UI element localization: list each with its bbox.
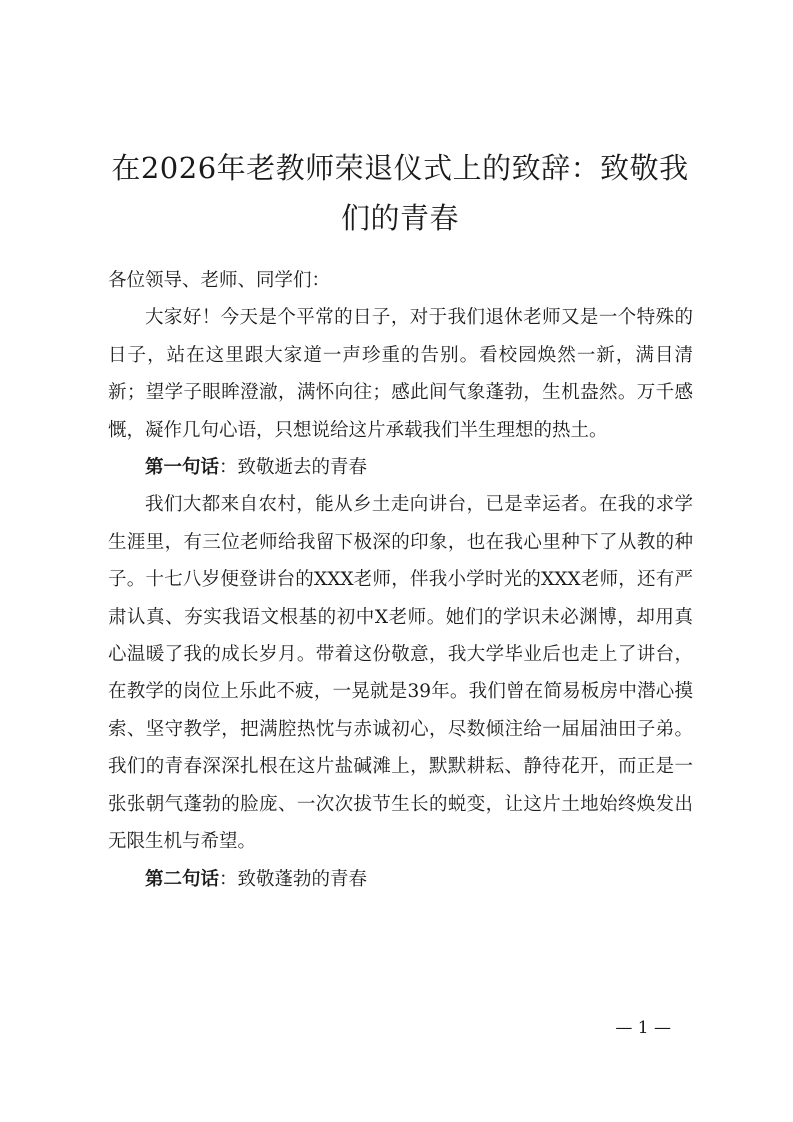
document-title: 在2026年老教师荣退仪式上的致辞：致敬我们的青春 <box>111 151 689 235</box>
salutation: 各位领导、老师、同学们： <box>108 270 331 291</box>
section-label-second: 第二句话 <box>145 868 220 890</box>
page-number: — 1 — <box>615 1018 671 1038</box>
section-heading-first <box>108 449 693 486</box>
section-title-second: ：致敬蓬勃的青春 <box>219 868 368 890</box>
section-title-first: ：致敬逝去的青春 <box>219 457 368 479</box>
section-heading-second <box>108 861 693 898</box>
opening-paragraph: 大家好！今天是个平常的日子，对于我们退休老师又是一个特殊的日子，站在这里跟大家道一声珍重的告别。看校园焕然一新，满目清新；望学子眼眸澄澈，满怀向往；感此间气象蓬勃，生机盎然。万千感慨，凝作几句心语，只想说给这片承载我们半生理想的热土。 <box>108 307 693 441</box>
document-body <box>108 262 693 898</box>
section-label-first: 第一句话 <box>145 457 220 479</box>
section-first-paragraph: 我们大都来自农村，能从乡土走向讲台，已是幸运者。在我的求学生涯里，有三位老师给我留下极深的印象，也在我心里种下了从教的种子。十七八岁便登讲台的XXX老师，伴我小学时光的XXX老师，还有严肃认真、夯实我语文根基的初中X老师。她们的学识未必渊博，却用真心温暖了我的成长岁月。带着这份敬意，我大学毕业后也走上了讲台，在教学的岗位上乐此不疲，一晃就是39年。我们曾在简易板房中潜心摸索、坚守教学，把满腔热忱与赤诚初心，尽数倾注给一届届油田子弟。我们的青春深深扎根在这片盐碱滩上，默默耕耘、静待花开，而正是一张张朝气蓬勃的脸庞、一次次拔节生长的蜕变，让这片土地始终焕发出无限生机与希望。 <box>108 494 693 853</box>
